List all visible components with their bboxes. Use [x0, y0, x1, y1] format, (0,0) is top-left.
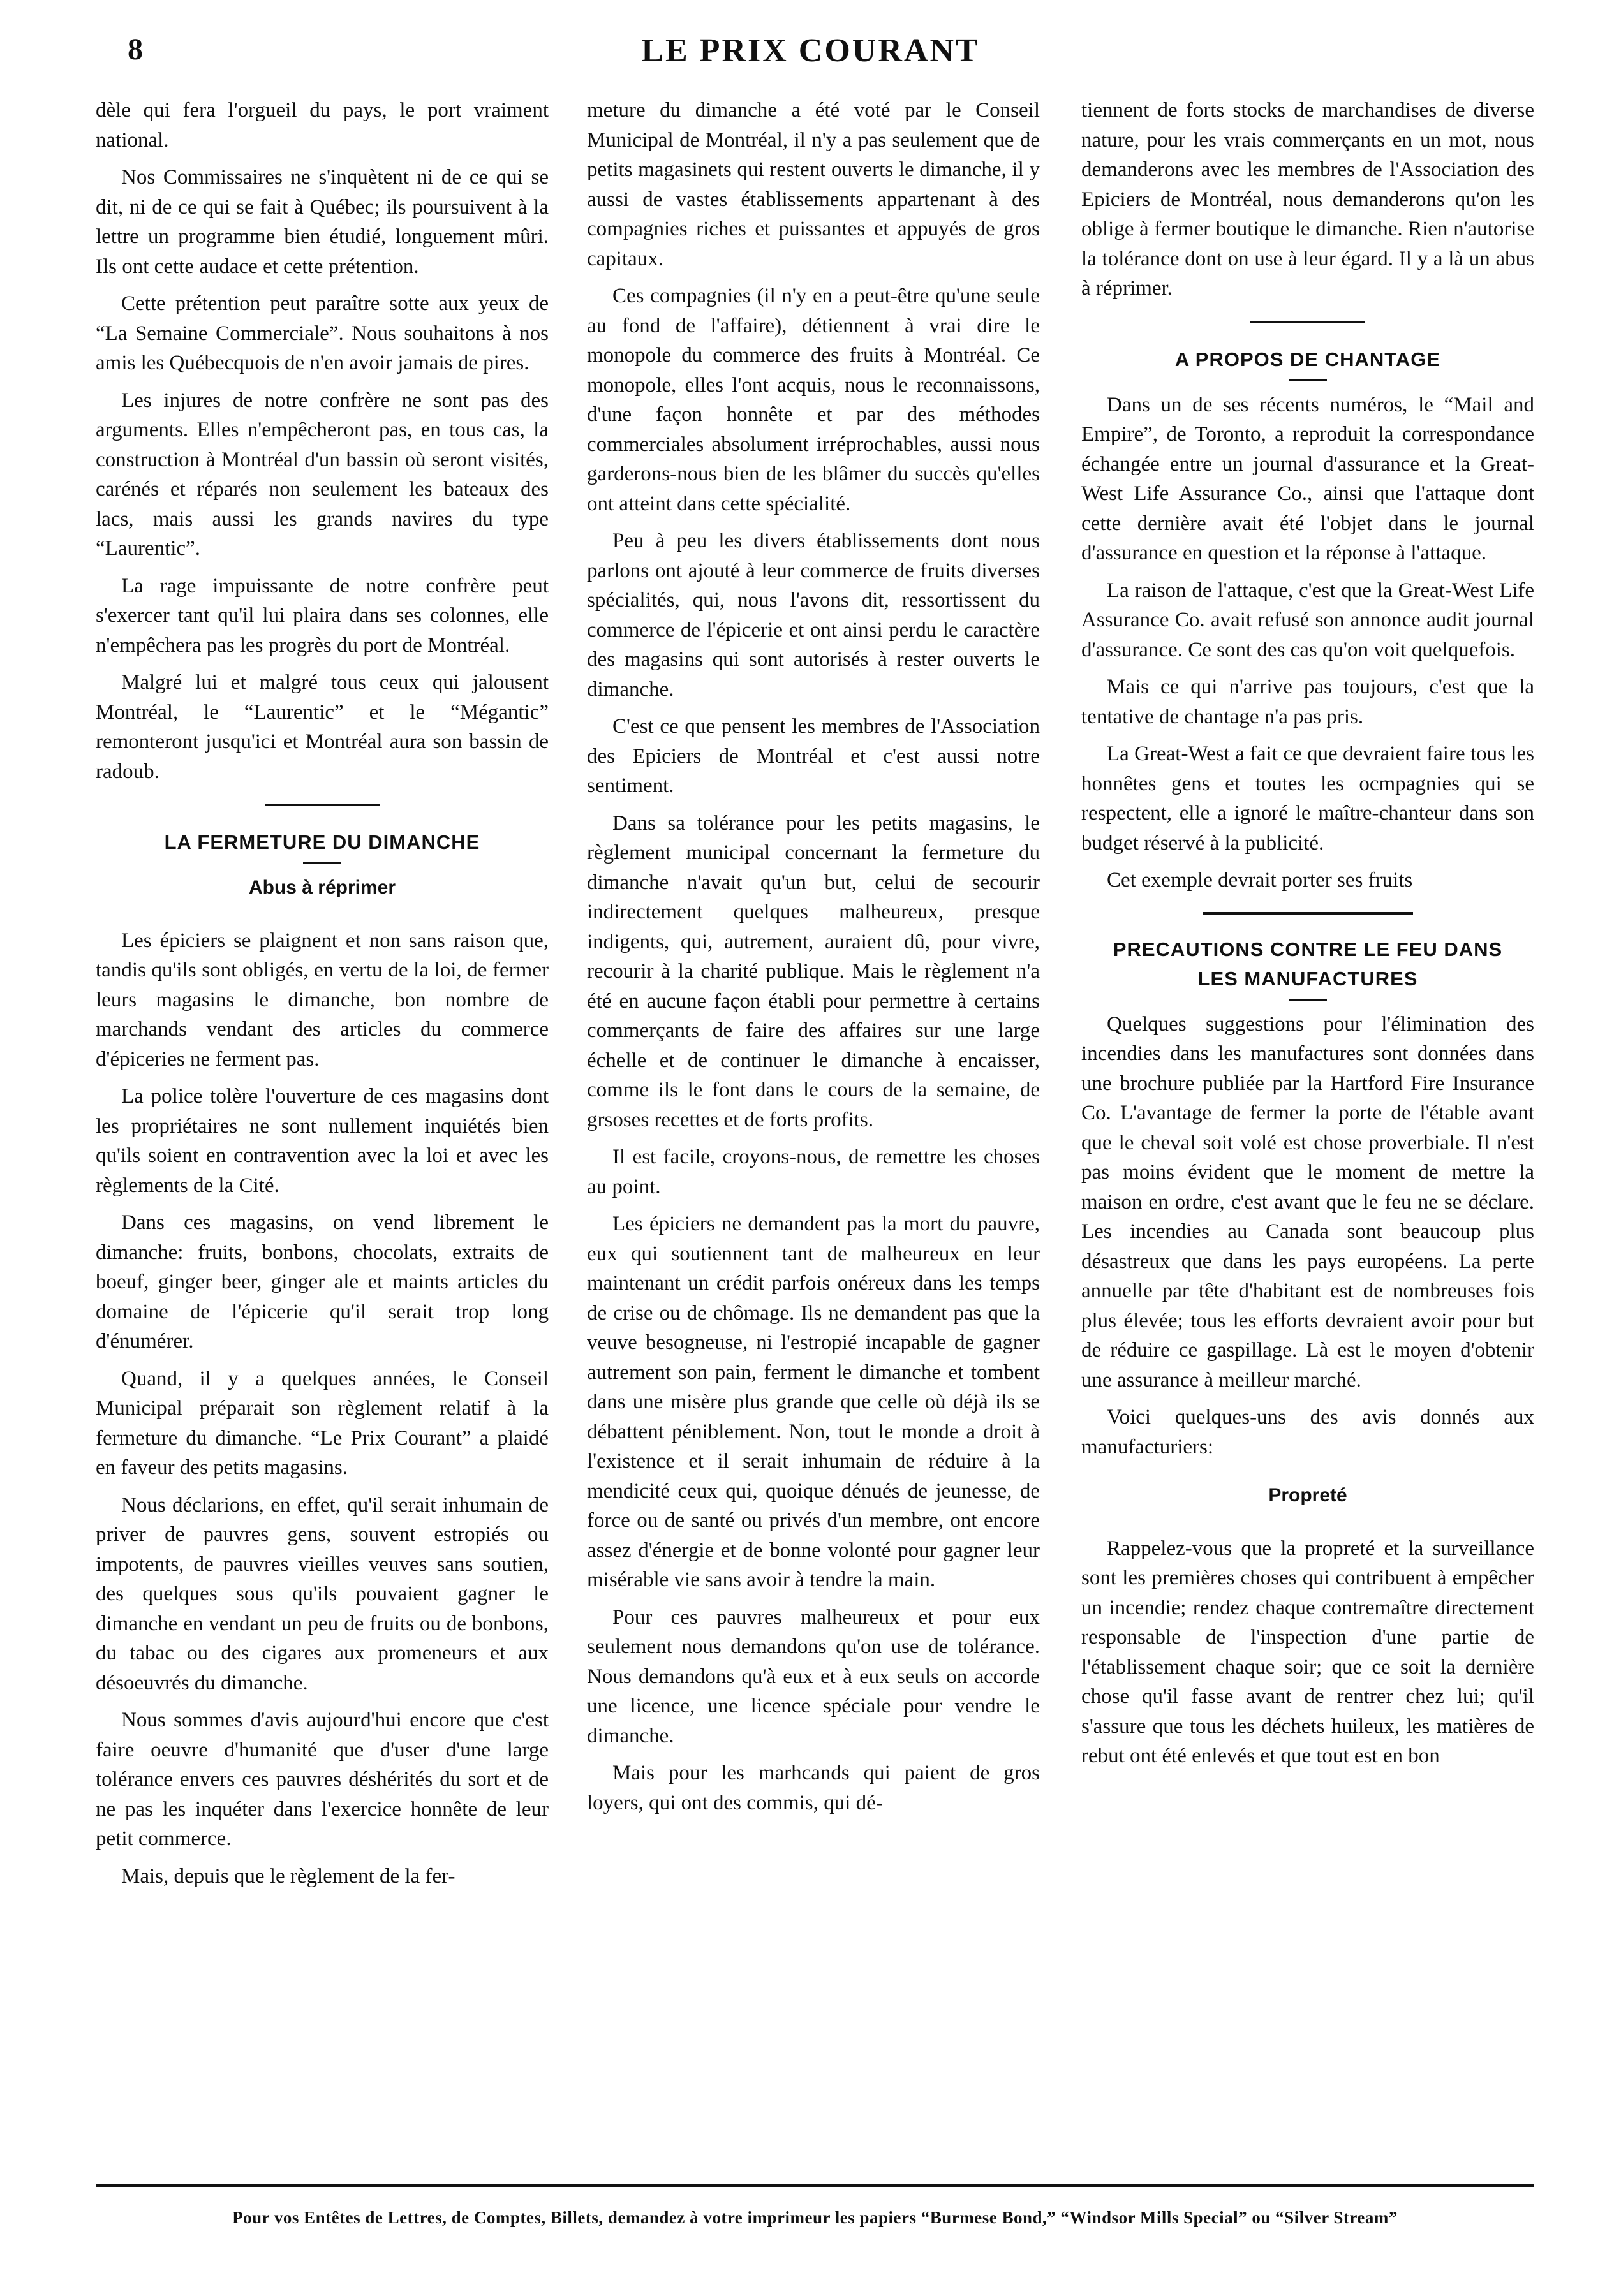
heading-line: LES MANUFACTURES [1197, 967, 1418, 990]
heading-rule [1289, 999, 1327, 1001]
paragraph: Mais, depuis que le règlement de la fer- [121, 1864, 455, 1888]
section-subheading: Abus à réprimer [248, 877, 396, 898]
paragraph: Les épiciers ne demandent pas la mort du pauvre, eux qui soutiennent tant de malheureux en leur maintenant un crédit parfois onéreux dans les temps de crise ou de chômage. Ils ne demandent pas que la veuve besogneuse, ni l'estropié incapable de gagner autrement son pain, ferment le dimanche et tombent dans une misère plus grande que celle où déjà ils se débattent péniblement. Non, tout le monde a droit à l'existence et il serait inhumain de réduire à la mendicité ceux qui, quoique dénués de jeunesse, de force ou de santé ou privés d'un membre, ont encore assez d'énergie et de bonne volonté pour gagner leur misérable vie sans avoir à tendre la main. [587, 1212, 1040, 1591]
section-heading: LA FERMETURE DU DIMANCHE [164, 831, 480, 853]
paragraph: Peu à peu les divers établissements dont nous parlons ont ajouté à leur commerce de fruits diverses spécialités, qui, nous l'avons dit, ressortissent du commerce de l'épicerie et ont ainsi perdu le caractère des magasins qui sont autorisés à rester ouverts le dimanche. [587, 529, 1040, 701]
paragraph: Mais ce qui n'arrive pas toujours, c'est que la tentative de chantage n'a pas pris. [1081, 675, 1534, 728]
paragraph: La rage impuissante de notre confrère peut s'exercer tant qu'il lui plaira dans ses colonnes, elle n'empêchera pas les progrès du port de Montréal. [96, 574, 549, 657]
paragraph: Mais pour les marhcands qui paient de gros loyers, qui ont des commis, qui dé- [587, 1762, 1040, 1814]
column-2 [587, 96, 1040, 2175]
paragraph: tiennent de forts stocks de marchandises de diverse nature, pour les vrais commerçants en un mot, nous demanderons avec les membres de l'Association des Epiciers de Montréal, nous demanderons qu'on les oblige à fermer boutique le dimanche. Rien n'autorise la tolérance dont on use à leur égard. Il y a là un abus à réprimer. [1081, 99, 1534, 300]
section-heading: A PROPOS DE CHANTAGE [1174, 348, 1441, 371]
heading-line: PRECAUTIONS CONTRE LE FEU DANS [1113, 938, 1503, 960]
column-3 [1081, 96, 1534, 2175]
paragraph: Dans sa tolérance pour les petits magasins, le règlement municipal concernant la fermeture du dimanche n'avait qu'un but, celui de secourir indirectement quelques malheureux, presque indigents, qui, autrement, auraient dû, pour vivre, recourir à la charité publique. Mais le règlement n'a été en aucune façon établi pour permettre à certains commerçants de faire des affaires sur une large échelle et de continuer le dimanche à encaisser, comme ils le font dans le cours de la semaine, de grsoses recettes et de forts profits. [587, 811, 1040, 1131]
paragraph: Nous déclarions, en effet, qu'il serait inhumain de priver de pauvres gens, souvent estropiés ou impotents, de pauvres vieilles veuves sans soutien, des quelques sous qu'ils pouvaient gagner le dimanche en vendant un peu de fruits ou de bonbons, du tabac ou des cigares aux promeneurs et aux désoeuvrés du dimanche. [96, 1493, 549, 1695]
paragraph: La police tolère l'ouverture de ces magasins dont les propriétaires ne sont nullement inquiétés bien qu'ils soient en contravention avec la loi et avec les règlements de la Cité. [96, 1085, 549, 1197]
paragraph: Malgré lui et malgré tous ceux qui jalousent Montréal, le “Laurentic” et le “Mégantic” remonteront jusqu'ici et Montréal aura son bassin de radoub. [96, 671, 549, 783]
page-header [89, 19, 1532, 70]
article-columns [96, 96, 1534, 2175]
paragraph: La Great-West a fait ce que devraient faire tous les honnêtes gens et toutes les ocmpagnies qui se respectent, elle a ignoré le maître-chanteur dans son budget réservé à la publicité. [1081, 742, 1534, 855]
masthead-title: LE PRIX COURANT [641, 33, 980, 69]
column-1 [96, 96, 549, 2175]
section-divider [1250, 321, 1365, 323]
paragraph: Ces compagnies (il n'y en a peut-être qu'une seule au fond de l'affaire), détiennent à vrai dire le monopole du commerce des fruits à Montréal. Ce monopole, elles l'ont acquis, nous le reconnaissons, d'une façon honnête et par des méthodes commerciales absolument irréprochables, aussi nous garderons-nous bien de les blâmer du succès qu'elles ont atteint dans cette spécialité. [587, 284, 1040, 515]
section-subheading: Propreté [1268, 1485, 1347, 1506]
paragraph: Dans un de ses récents numéros, le “Mail and Empire”, de Toronto, a reproduit la correspondance échangée entre un journal d'assurance et la Great-West Life Assurance Co., ainsi que l'attaque dont cette dernière avait été l'objet dans le journal d'assurance en question et la réponse à l'attaque. [1081, 393, 1534, 564]
paragraph: Pour ces pauvres malheureux et pour eux seulement nous demandons qu'on use de tolérance. Nous demandons qu'à eux et à eux seuls on accorde une licence, une licence spéciale pour vendre le dimanche. [587, 1605, 1040, 1748]
paragraph: Cette prétention peut paraître sotte aux yeux de “La Semaine Commerciale”. Nous souhaitons à nos amis les Québecquois de n'en avoir jamais de pires. [96, 292, 549, 374]
section-divider [1203, 912, 1413, 915]
paragraph: La raison de l'attaque, c'est que la Great-West Life Assurance Co. avait refusé son annonce audit journal d'assurance. Ce sont des cas qu'on voit quelquefois. [1081, 578, 1534, 661]
paragraph: Les épiciers se plaignent et non sans raison que, tandis qu'ils sont obligés, en vertu de la loi, de fermer leurs magasins le dimanche, bon nombre de marchands vendant des articles du commerce d'épiceries ne ferment pas. [96, 929, 549, 1071]
footer-advertisement: Pour vos Entêtes de Lettres, de Comptes, Billets, demandez à votre imprimeur les papiers “Burmese Bond,” “Windsor Mills Special” ou “Silver Stream” [232, 2208, 1398, 2227]
section-heading [1081, 935, 1534, 994]
paragraph: C'est ce que pensent les membres de l'Association des Epiciers de Montréal et c'est aussi notre sentiment. [587, 715, 1040, 797]
paragraph: Rappelez-vous que la propreté et la surveillance sont les premières choses qui contribuent à empêcher un incendie; rendez chaque contremaître directement responsable de l'inspection d'une partie de l'établissement chaque soir; que ce soit la dernière chose qu'il fasse avant de rentrer chez lui; qu'il s'assure que tous les déchets huileux, les matières de rebut ont été enlevés et que tout est en bon [1081, 1536, 1534, 1767]
paragraph: Nos Commissaires ne s'inquètent ni de ce qui se dit, ni de ce qui se fait à Québec; ils poursuivent à la lettre un programme bien étudié, longuement mûri. Ils ont cette audace et cette prétention. [96, 166, 549, 278]
paragraph: Cet exemple devrait porter ses fruits [1107, 869, 1413, 892]
paragraph: dèle qui fera l'orgueil du pays, le port vraiment national. [96, 99, 549, 152]
paragraph: Il est facile, croyons-nous, de remettre les choses au point. [587, 1145, 1040, 1198]
footer-rule [96, 2184, 1534, 2187]
paragraph: Les injures de notre confrère ne sont pas des arguments. Elles n'empêcheront pas, en tous cas, la construction à Montréal d'un bassin où seront visités, carénés et réparés non seulement les bateaux des lacs, mais aussi les grands navires du type “Laurentic”. [96, 388, 549, 560]
section-divider [265, 804, 380, 806]
paragraph: Voici quelques-uns des avis donnés aux manufacturiers: [1081, 1406, 1534, 1459]
paragraph: Quand, il y a quelques années, le Conseil Municipal préparait son règlement relatif à la fermeture du dimanche. “Le Prix Courant” a plaidé en faveur des petits magasins. [96, 1367, 549, 1479]
paragraph: Nous sommes d'avis aujourd'hui encore que c'est faire oeuvre d'humanité que d'user d'une large tolérance envers ces pauvres déshérités du sort et de ne pas les inquéter dans l'exercice honnête de leur petit commerce. [96, 1709, 549, 1850]
paragraph: meture du dimanche a été voté par le Conseil Municipal de Montréal, il n'y a pas seulement que de petits magasinets qui restent ouverts le dimanche, il y aussi de vastes établissements appartenant à des compagnies riches et puissantes et appuyés de gros capitaux. [587, 99, 1040, 270]
page-number: 8 [128, 33, 143, 66]
heading-rule [303, 862, 341, 864]
paragraph: Dans ces magasins, on vend librement le dimanche: fruits, bonbons, chocolats, extraits de boeuf, ginger beer, ginger ale et maints articles du domaine de l'épicerie qu'il serait trop long d'énumérer. [96, 1211, 549, 1353]
paragraph: Quelques suggestions pour l'élimination des incendies dans les manufactures sont données dans une brochure publiée par la Hartford Fire Insurance Co. L'avantage de fermer la porte de l'étable avant que le cheval soit volé est chose proverbiale. Il n'est pas moins évident que le moment de mettre la maison en ordre, c'est avant que le feu ne se déclare. Les incendies au Canada sont beaucoup plus désastreux que dans les pays européens. La perte annuelle par tête d'habitant est de nombreuses fois plus élevée; tous les efforts devraient avoir pour but de réduire ce gaspillage. Là est le moyen d'obtenir une assurance à meilleur marché. [1081, 1012, 1534, 1392]
heading-rule [1289, 379, 1327, 381]
